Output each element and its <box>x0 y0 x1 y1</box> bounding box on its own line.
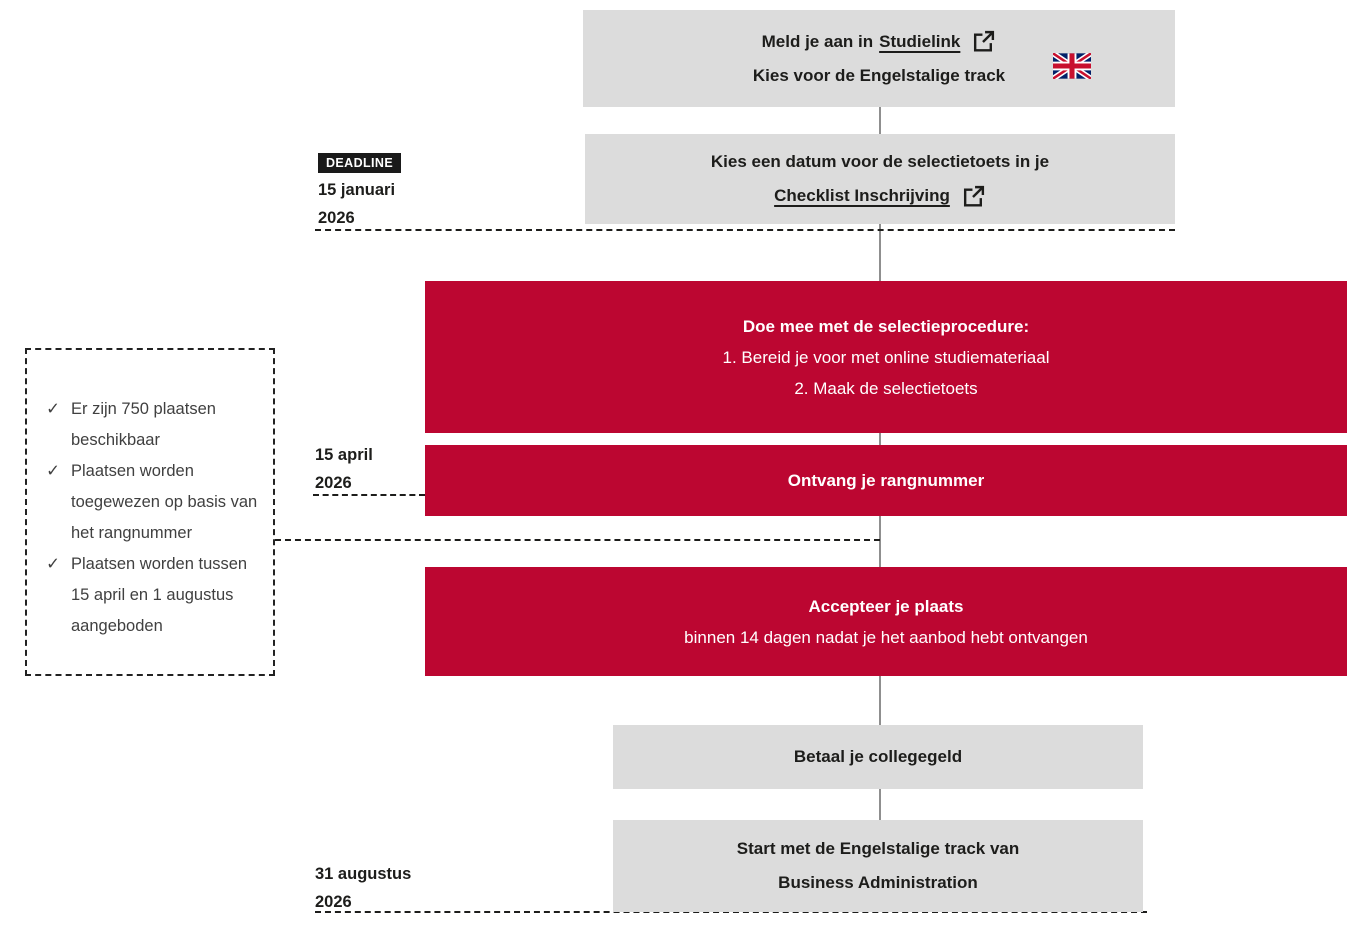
choose-date-text: Kies een datum voor de selectietoets in je <box>710 152 1050 171</box>
selection-title: Doe mee met de selectieprocedure: <box>742 316 1030 336</box>
signup-prefix: Meld je aan in <box>761 31 874 51</box>
info-item <box>43 456 265 549</box>
check-icon: ✓ <box>46 555 60 573</box>
selection-item2: 2. Maak de selectietoets <box>794 378 978 398</box>
date-line: 2026 <box>318 209 355 227</box>
info-box <box>25 348 275 676</box>
info-box-connector-line <box>275 539 880 541</box>
selection-item1: 1. Bereid je voor met online studiemateriaal <box>722 347 1050 367</box>
external-link-icon[interactable] <box>971 29 996 54</box>
deadline-badge: DEADLINE <box>318 153 401 173</box>
step-selection-box <box>425 281 1347 433</box>
date-line: 31 augustus <box>315 865 412 883</box>
step-choose-date-box <box>585 134 1175 224</box>
choose-date-line1 <box>711 147 1049 177</box>
rank-title: Ontvang je rangnummer <box>787 471 985 490</box>
date-31-augustus <box>315 860 411 916</box>
step-signup-box <box>583 10 1175 107</box>
external-link-icon[interactable] <box>961 184 986 209</box>
start-line2: Business Administration <box>778 873 978 892</box>
uk-flag-icon <box>1053 53 1091 79</box>
date-line: 15 april <box>315 446 373 464</box>
step-accept-box <box>425 567 1347 676</box>
accept-subtitle: binnen 14 dagen nadat je het aanbod hebt ontvangen <box>684 627 1088 647</box>
info-item-text: Plaatsen worden toegewezen op basis van het rangnummer <box>71 462 258 542</box>
check-icon: ✓ <box>46 400 60 418</box>
info-item-text: Plaatsen worden tussen 15 april en 1 augustus aangeboden <box>71 555 248 635</box>
date-15-januari <box>318 176 395 232</box>
accept-title: Accepteer je plaats <box>808 596 964 616</box>
date-line: 15 januari <box>318 181 396 199</box>
signup-track-text: Kies voor de Engelstalige track <box>752 65 1006 85</box>
date-15-april <box>315 441 373 497</box>
info-item <box>43 549 265 642</box>
studielink-link[interactable]: Studielink <box>879 31 961 51</box>
date-line: 2026 <box>315 893 352 911</box>
choose-date-line2 <box>774 181 986 211</box>
step-pay-box <box>613 725 1143 789</box>
info-item <box>43 394 265 456</box>
step-rank-box <box>425 445 1347 516</box>
signup-line2 <box>753 61 1005 91</box>
check-icon: ✓ <box>46 462 60 480</box>
start-line1: Start met de Engelstalige track van <box>736 839 1020 858</box>
date-line: 2026 <box>315 474 352 492</box>
signup-line1 <box>762 27 997 57</box>
deadline-january-line <box>315 229 1175 231</box>
pay-title: Betaal je collegegeld <box>793 747 963 766</box>
info-item-text: Er zijn 750 plaatsen beschikbaar <box>71 400 216 449</box>
step-start-box <box>613 820 1143 912</box>
checklist-link[interactable]: Checklist Inschrijving <box>774 186 950 205</box>
